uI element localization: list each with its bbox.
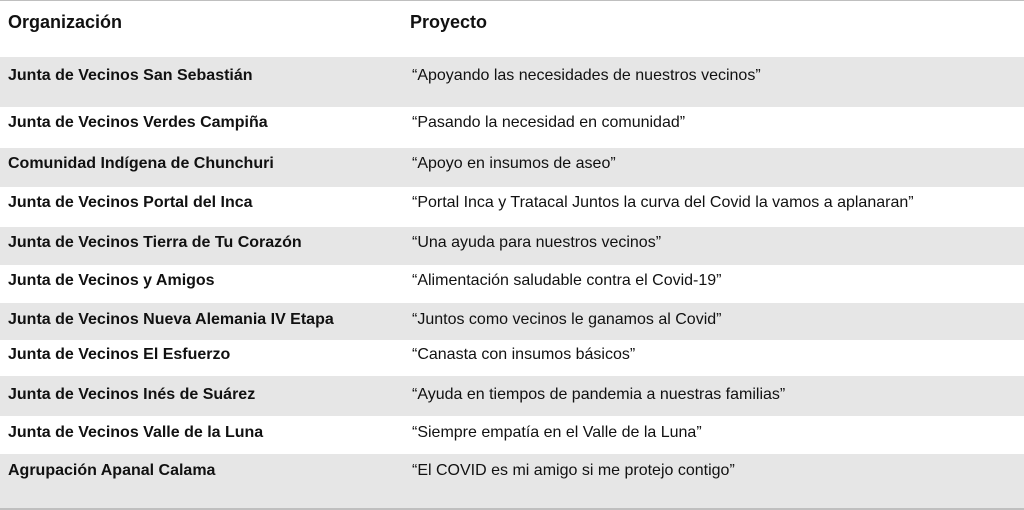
project-cell: “Juntos como vecinos le ganamos al Covid” (412, 311, 722, 328)
project-cell: “Pasando la necesidad en comunidad” (412, 114, 686, 131)
table-row (0, 416, 1024, 454)
project-cell: “Ayuda en tiempos de pandemia a nuestras familias” (412, 386, 786, 403)
header-organization: Organización (8, 12, 123, 32)
organization-cell: Junta de Vecinos Nueva Alemania IV Etapa (8, 311, 334, 328)
table-row (0, 265, 1024, 303)
project-cell: “Apoyo en insumos de aseo” (412, 155, 616, 172)
table-row (0, 187, 1024, 227)
organization-cell: Junta de Vecinos El Esfuerzo (8, 346, 231, 363)
organization-cell: Junta de Vecinos Inés de Suárez (8, 386, 256, 403)
project-cell: “Canasta con insumos básicos” (412, 346, 636, 363)
organization-cell: Junta de Vecinos Verdes Campiña (8, 114, 268, 131)
project-cell: “Siempre empatía en el Valle de la Luna” (412, 424, 702, 441)
project-cell: “El COVID es mi amigo si me protejo contigo” (412, 462, 735, 479)
table-row (0, 107, 1024, 148)
organization-cell: Junta de Vecinos San Sebastián (8, 67, 253, 84)
table-row (0, 148, 1024, 187)
organization-cell: Agrupación Apanal Calama (8, 462, 216, 479)
header-project: Proyecto (410, 12, 488, 32)
table-header (0, 1, 1024, 57)
table-row (0, 454, 1024, 508)
table-row (0, 340, 1024, 376)
table-row (0, 57, 1024, 107)
organization-cell: Junta de Vecinos Tierra de Tu Corazón (8, 234, 302, 251)
table-row (0, 303, 1024, 340)
organization-cell: Comunidad Indígena de Chunchuri (8, 155, 274, 172)
project-cell: “Portal Inca y Tratacal Juntos la curva del Covid la vamos a aplanaran” (412, 194, 914, 211)
project-cell: “Alimentación saludable contra el Covid-19” (412, 272, 722, 289)
project-cell: “Apoyando las necesidades de nuestros vecinos” (412, 67, 761, 84)
project-cell: “Una ayuda para nuestros vecinos” (412, 234, 662, 251)
organization-cell: Junta de Vecinos y Amigos (8, 272, 215, 289)
table-row (0, 376, 1024, 416)
table-row (0, 227, 1024, 265)
organization-cell: Junta de Vecinos Portal del Inca (8, 194, 253, 211)
organization-cell: Junta de Vecinos Valle de la Luna (8, 424, 264, 441)
